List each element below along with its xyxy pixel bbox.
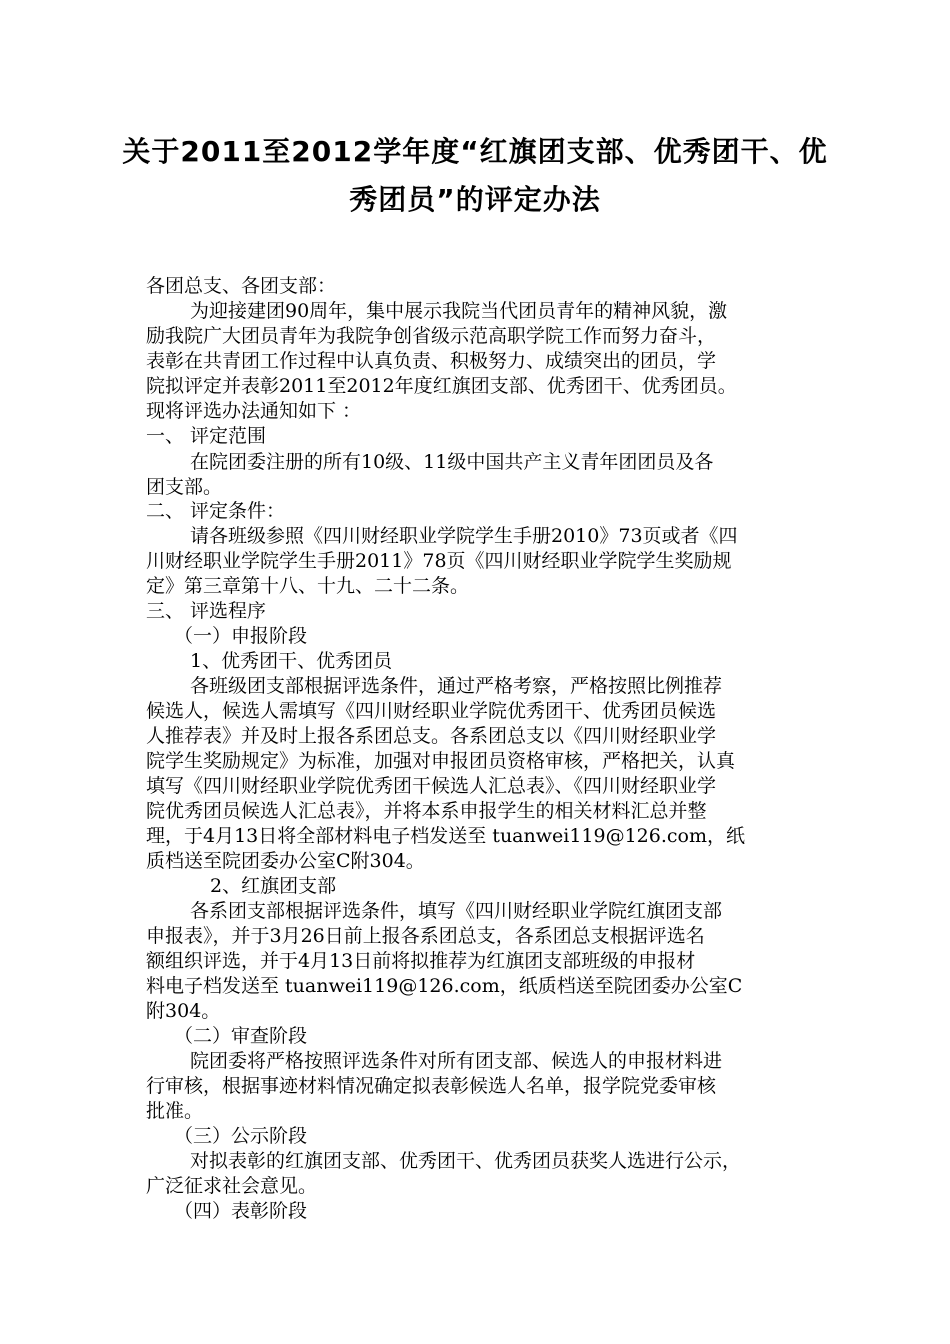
document-title-line-1: 关于2011至2012学年度“红旗团支部、优秀团干、优	[122, 135, 828, 168]
paragraph-line: 请各班级参照《四川财经职业学院学生手册2010》73页或者《四	[190, 525, 738, 547]
paragraph-line: 对拟表彰的红旗团支部、优秀团干、优秀团员获奖人选进行公示，	[190, 1150, 742, 1172]
section-heading: 三、 评选程序	[146, 600, 267, 622]
subsection-heading: （四）表彰阶段	[174, 1200, 308, 1222]
paragraph-line: 料电子档发送至 tuanwei119@126.com，纸质档送至院团委办公室C	[146, 975, 743, 997]
section-heading: 一、 评定范围	[146, 425, 267, 447]
paragraph-line: 批准。	[146, 1100, 204, 1122]
paragraph-line: 行审核，根据事迹材料情况确定拟表彰候选人名单，报学院党委审核	[146, 1075, 717, 1097]
salutation: 各团总支、各团支部：	[146, 275, 337, 297]
paragraph-line: 理，于4月13日将全部材料电子档发送至 tuanwei119@126.com，纸	[146, 825, 745, 847]
paragraph-line: 各系团支部根据评选条件，填写《四川财经职业学院红旗团支部	[190, 900, 723, 922]
paragraph-line: 院学生奖励规定》为标准，加强对申报团员资格审核，严格把关，认真	[146, 750, 736, 772]
paragraph-line: 励我院广大团员青年为我院争创省级示范高职学院工作而努力奋斗，	[146, 325, 717, 347]
section-heading: 二、 评定条件：	[146, 500, 286, 522]
paragraph-line: 人推荐表》并及时上报各系团总支。各系团总支以《四川财经职业学	[146, 725, 717, 747]
paragraph-line: 院团委将严格按照评选条件对所有团支部、候选人的申报材料进	[190, 1050, 723, 1072]
paragraph-line: 申报表》，并于3月26日前上报各系团总支，各系团总支根据评选名	[146, 925, 705, 947]
paragraph-line: 额组织评选，并于4月13日前将拟推荐为红旗团支部班级的申报材	[146, 950, 696, 972]
paragraph-line: 院优秀团员候选人汇总表》，并将本系申报学生的相关材料汇总并整	[146, 800, 707, 822]
item-heading: 2、红旗团支部	[210, 875, 337, 897]
paragraph-line: 广泛征求社会意见。	[146, 1175, 318, 1197]
paragraph-line: 表彰在共青团工作过程中认真负责、积极努力、成绩突出的团员，学	[146, 350, 717, 372]
subsection-heading: （二）审查阶段	[174, 1025, 308, 1047]
paragraph-line: 为迎接建团90周年，集中展示我院当代团员青年的精神风貌，激	[190, 300, 728, 322]
paragraph-line: 定》第三章第十八、十九、二十二条。	[146, 575, 470, 597]
paragraph-line: 在院团委注册的所有10级、11级中国共产主义青年团团员及各	[190, 451, 714, 473]
paragraph-line: 填写《四川财经职业学院优秀团干候选人汇总表》、《四川财经职业学	[146, 775, 717, 797]
paragraph-line: 各班级团支部根据评选条件，通过严格考察，严格按照比例推荐	[190, 675, 723, 697]
subsection-heading: （三）公示阶段	[174, 1125, 308, 1147]
paragraph-line: 院拟评定并表彰2011至2012年度红旗团支部、优秀团干、优秀团员。	[146, 375, 737, 397]
paragraph-line: 团支部。	[146, 476, 223, 498]
subsection-heading: （一）申报阶段	[174, 625, 308, 647]
paragraph-line: 现将评选办法通知如下 ：	[146, 400, 362, 422]
paragraph-line: 川财经职业学院学生手册2011》78页《四川财经职业学院学生奖励规	[146, 550, 732, 572]
item-heading: 1、优秀团干、优秀团员	[190, 650, 393, 672]
paragraph-line: 质档送至院团委办公室C附304。	[146, 850, 425, 872]
paragraph-line: 附304。	[146, 1000, 221, 1022]
document-title-line-2: 秀团员”的评定办法	[349, 183, 601, 216]
paragraph-line: 候选人，候选人需填写《四川财经职业学院优秀团干、优秀团员候选	[146, 700, 717, 722]
